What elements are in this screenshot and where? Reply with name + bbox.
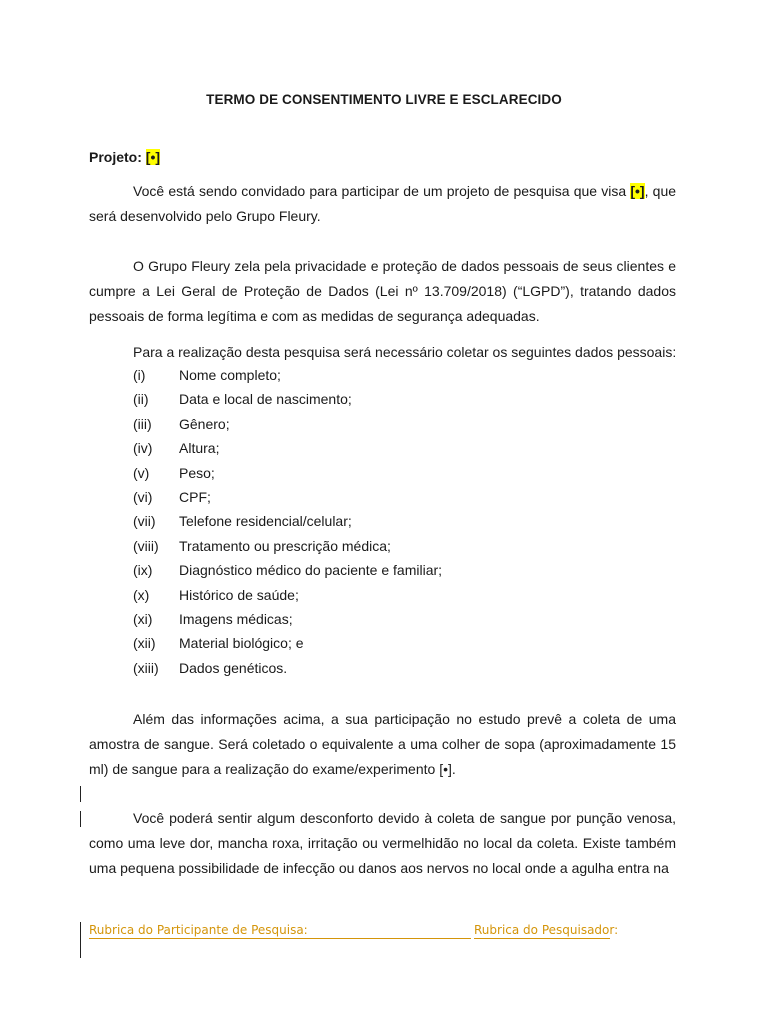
list-item-number: (ix) (133, 562, 153, 579)
list-item-text: Diagnóstico médico do paciente e familiar; (179, 562, 443, 579)
list-item-text: Telefone residencial/celular; (179, 513, 352, 530)
list-item-text: Data e local de nascimento; (179, 391, 352, 408)
list-item-number: (vi) (133, 488, 153, 505)
researcher-signature-line (474, 938, 610, 939)
paragraph-blood-sample: Além das informações acima, a sua participação no estudo prevê a coleta de uma amostra de sangue. Será coletado o equivalente a uma colher de sopa (aproximadamente 15 ml) de sangue para a realização do exame/experimento [•]. (89, 711, 676, 777)
list-item-number: (v) (133, 464, 150, 481)
list-item-number: (vii) (133, 513, 156, 530)
participant-signature-line (89, 938, 471, 939)
paragraph-privacy: O Grupo Fleury zela pela privacidade e proteção de dados pessoais de seus clientes e cumpre a Lei Geral de Proteção de Dados (Lei nº 13.709/2018) (“LGPD”), tratando dados pessoais de forma legítima e com as medidas de segurança adequadas. (89, 258, 676, 324)
list-item-text: Tratamento ou prescrição médica; (179, 537, 391, 554)
data-list-item (133, 387, 442, 411)
list-item-text: Material biológico; e (179, 635, 304, 652)
list-item-text: Altura; (179, 440, 220, 457)
data-list-item (133, 509, 442, 533)
data-list-item (133, 461, 442, 485)
data-list-intro: Para a realização desta pesquisa será necessário coletar os seguintes dados pessoais: (133, 344, 677, 360)
list-item-number: (xi) (133, 610, 153, 627)
list-item-text: Gênero; (179, 415, 230, 432)
paragraph-invitation-text-a: Você está sendo convidado para participar de um projeto de pesquisa que visa (133, 183, 627, 199)
list-item-text: CPF; (179, 488, 211, 505)
participant-signature-label: Rubrica do Participante de Pesquisa: (89, 923, 308, 937)
data-list-item (133, 607, 442, 631)
list-item-text: Dados genéticos. (179, 659, 288, 676)
data-list-item (133, 656, 442, 680)
list-item-number: (iii) (133, 415, 152, 432)
text-cursor-mark (80, 922, 81, 958)
list-item-text: Peso; (179, 464, 215, 481)
list-item-text: Nome completo; (179, 367, 281, 383)
data-list-item (133, 436, 442, 460)
list-item-number: (xiii) (133, 659, 159, 676)
personal-data-list (133, 363, 442, 680)
list-item-number: (x) (133, 586, 150, 603)
list-item-text: Imagens médicas; (179, 610, 293, 627)
list-item-number: (ii) (133, 391, 149, 408)
data-list-item (133, 363, 442, 387)
paragraph-discomfort: Você poderá sentir algum desconforto devido à coleta de sangue por punção venosa, como uma leve dor, mancha roxa, irritação ou vermelhidão no local da coleta. Existe também uma pequena possibilidade de infecção ou danos aos nervos no local onde a agulha entra na (89, 810, 676, 876)
list-item-number: (iv) (133, 440, 153, 457)
data-list-item (133, 485, 442, 509)
data-list-item (133, 558, 442, 582)
document-title: TERMO DE CONSENTIMENTO LIVRE E ESCLARECIDO (206, 92, 562, 107)
data-list-item (133, 583, 442, 607)
list-item-text: Histórico de saúde; (179, 586, 299, 603)
list-item-number: (i) (133, 367, 146, 383)
text-cursor-mark (80, 786, 81, 802)
text-cursor-mark (80, 811, 81, 827)
data-list-item (133, 412, 442, 436)
researcher-signature-label: Rubrica do Pesquisador: (474, 923, 619, 937)
project-placeholder: [•] (145, 149, 161, 165)
aim-placeholder: [•] (630, 183, 645, 199)
project-label: Projeto: (89, 149, 142, 165)
list-item-number: (xii) (133, 635, 156, 652)
list-item-number: (viii) (133, 537, 159, 554)
paragraph-invitation-text-b: , que será desenvolvido pelo Grupo Fleury. (89, 183, 677, 224)
data-list-item (133, 631, 442, 655)
project-line (89, 149, 160, 165)
data-list-item (133, 534, 442, 558)
paragraph-invitation (89, 179, 676, 229)
